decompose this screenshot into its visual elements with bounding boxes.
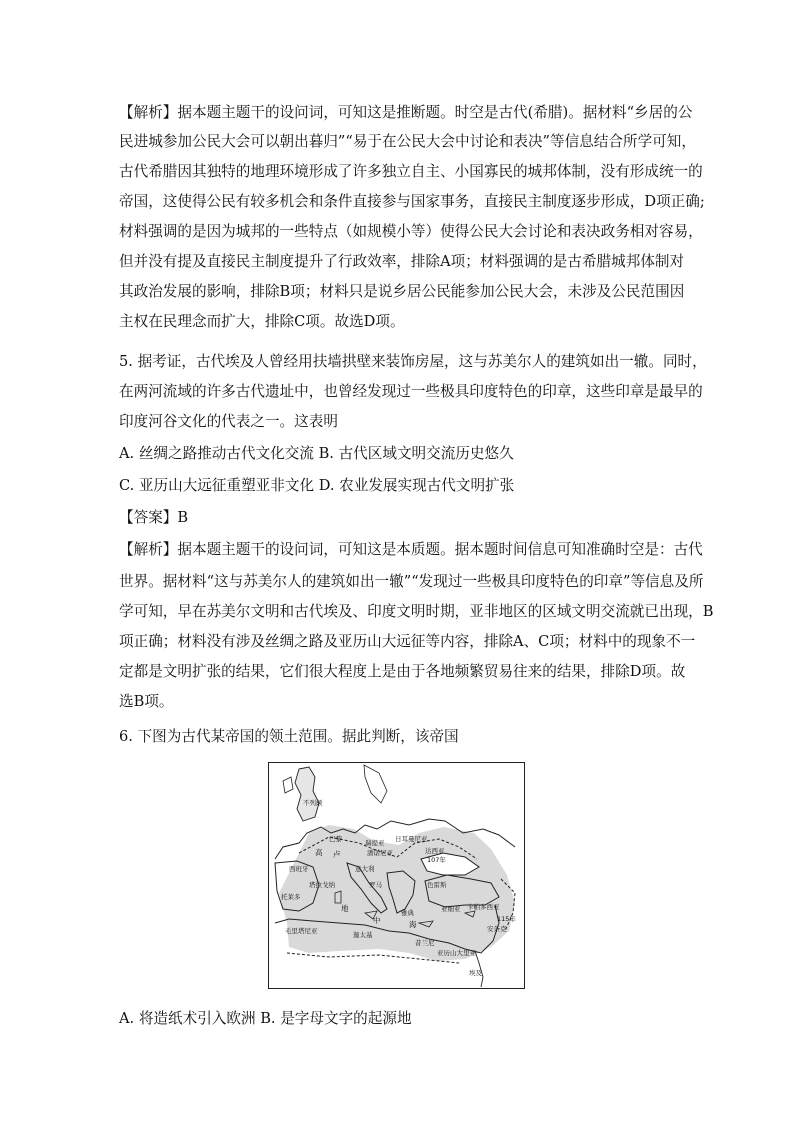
question-5-options-ab: A. 丝绸之路推动古代文化交流 B. 古代区域文明交流历史悠久 <box>119 445 514 462</box>
label-spain: 西班牙 <box>289 865 309 873</box>
label-tarraco: 塔拉戈纳 <box>309 881 335 889</box>
britain-shape <box>295 767 319 821</box>
map-drawing <box>269 763 523 987</box>
label-italy: 意大利 <box>355 865 375 873</box>
label-gaul-b: 卢 <box>333 850 341 859</box>
analysis-q4-line-2: 民进城参加公民大会可以朝出暮归”“易于在公民大会中讨论和表决”等信息结合所学可知， <box>119 133 696 150</box>
analysis-q4-line-4: 帝国，这使得公民有较多机会和条件直接参与国家事务，直接民主制度逐步形成，D项正确; <box>119 193 705 210</box>
analysis-q4-line-8: 主权在民理念而扩大，排除C项。故选D项。 <box>119 313 405 330</box>
analysis-q5-line-4: 项正确；材料没有涉及丝绸之路及亚历山大远征等内容，排除A、C项；材料中的现象不一 <box>119 633 696 650</box>
question-5-answer: 【答案】B <box>119 509 189 526</box>
label-antioch: 安条克 <box>487 925 507 933</box>
label-rome: 罗马 <box>369 881 382 889</box>
question-5-line-1: 5. 据考证，古代埃及人曾经用扶墙拱壁来装饰房屋，这与苏美尔人的建筑如出一辙。同时， <box>119 353 707 370</box>
label-germania: 日耳曼尼亚 <box>395 835 428 843</box>
label-dacia-year: 107年 <box>427 856 446 864</box>
label-alexandria: 亚历山大里亚 <box>437 949 476 957</box>
analysis-q5-line-6: 选B项。 <box>119 693 174 710</box>
analysis-q4-line-7: 其政治发展的影响，排除B项；材料只是说乡居公民能参加公民大会，未涉及公民范围因 <box>119 283 685 300</box>
question-6-options-ab: A. 将造纸术引入欧洲 B. 是字母文字的起源地 <box>119 1010 412 1027</box>
label-dacia: 达西亚 <box>425 847 445 855</box>
analysis-q4-line-6: 但并没有提及直接民主制度提升了行政效率，排除A项；材料强调的是古希腊城邦体制对 <box>119 253 685 270</box>
label-asia-minor: 亚细亚 <box>441 905 461 913</box>
ireland-shape <box>283 777 293 793</box>
label-egypt: 埃及 <box>469 969 482 977</box>
label-sea-hai: 海 <box>409 920 417 929</box>
label-britain: 不列颠 <box>303 799 323 807</box>
label-gaul-a: 高 <box>315 848 323 857</box>
empire-territory <box>279 825 515 961</box>
label-sea-di: 地 <box>341 904 349 913</box>
label-raetia: 瑞提亚 <box>365 839 385 847</box>
label-carthage: 迦太基 <box>353 931 373 939</box>
label-iberia: 托莱多 <box>281 893 301 901</box>
label-athens: 雅典 <box>401 909 414 917</box>
question-5-line-2: 在两河流域的许多古代遗址中，也曾经发现过一些极具印度特色的印章，这些印章是最早的 <box>119 383 703 400</box>
label-belgica: 巴黎 <box>329 835 342 843</box>
label-cyrene: 昔兰尼 <box>415 939 435 947</box>
label-pannonia: 潘诺尼亚 <box>367 849 393 857</box>
label-mauretania: 毛里塔尼亚 <box>285 927 318 935</box>
analysis-q4-line-3: 古代希腊因其独特的地理环境形成了许多独立自主、小国寡民的城邦体制，没有形成统一的 <box>119 163 703 180</box>
analysis-q5-line-5: 定都是文明扩张的结果，它们很大程度上是由于各地频繁贸易往来的结果，排除D项。故 <box>119 663 686 680</box>
analysis-q5-line-3: 学可知，早在苏美尔文明和古代埃及、印度文明时期，亚非地区的区域文明交流就已出现，B <box>119 603 714 620</box>
label-cappadocia: 卡帕多西亚 <box>467 903 500 911</box>
question-5-line-3: 印度河谷文化的代表之一。这表明 <box>119 413 338 430</box>
scandinavia-shape <box>364 765 387 803</box>
analysis-q4-line-1: 【解析】据本题主题干的设问词，可知这是推断题。时空是古代(希腊)。据材料“乡居的公 <box>119 104 693 121</box>
label-year-115: 115年 <box>497 915 516 923</box>
label-greece: 色雷斯 <box>427 881 447 889</box>
question-6-stem: 6. 下图为古代某帝国的领土范围。据此判断，该帝国 <box>119 728 459 745</box>
analysis-q5-line-1: 【解析】据本题主题干的设问词，可知这是本质题。据本题时间信息可知准确时空是：古代 <box>119 541 703 558</box>
label-sea-zhong: 中 <box>373 916 381 925</box>
question-5-options-cd: C. 亚历山大远征重塑亚非文化 D. 农业发展实现古代文明扩张 <box>119 477 515 494</box>
analysis-q4-line-5: 材料强调的是因为城邦的一些特点（如规模小等）使得公民大会讨论和表决政务相对容易， <box>119 223 703 240</box>
analysis-q5-line-2: 世界。据材料“这与苏美尔人的建筑如出一辙”“发现过一些极具印度特色的印章”等信息及所 <box>119 573 704 590</box>
roman-empire-map <box>268 762 525 989</box>
